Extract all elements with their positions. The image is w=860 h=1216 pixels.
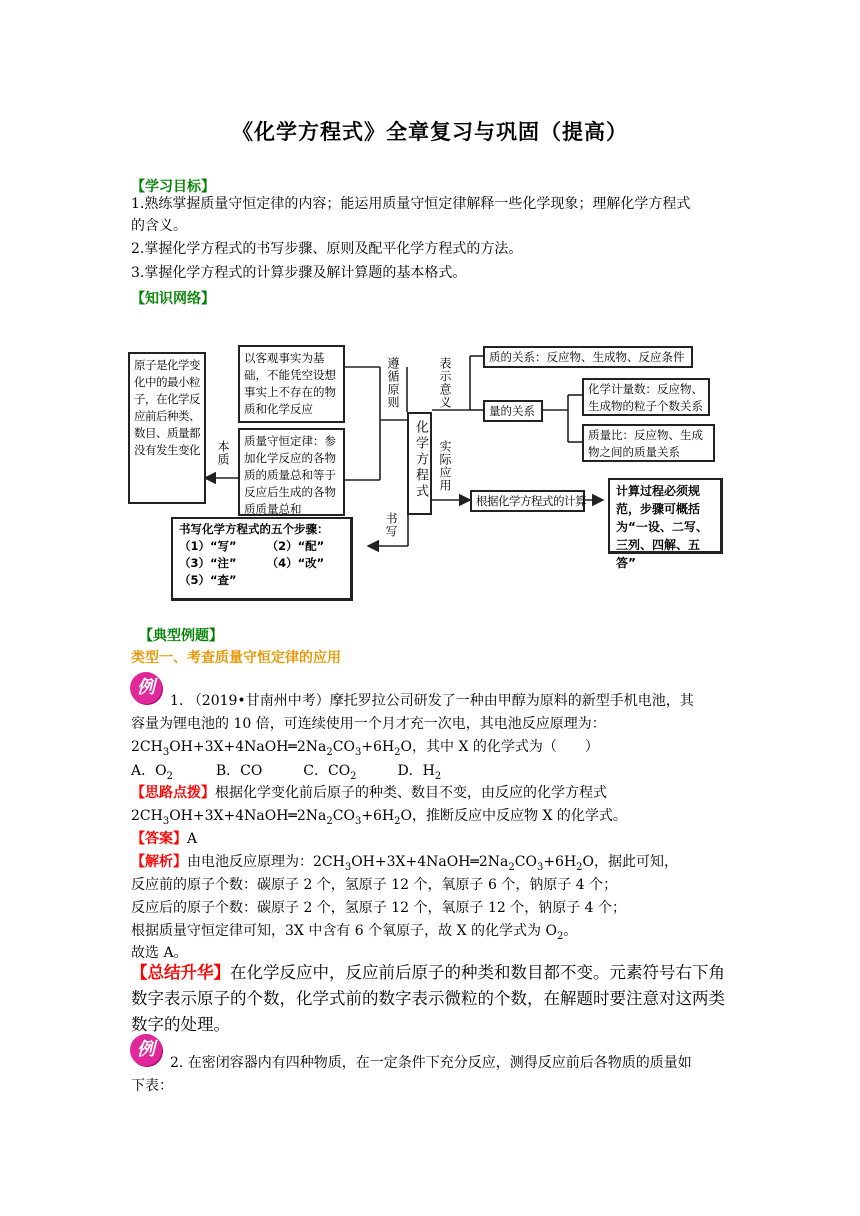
law-box-text: 质量守恒定律：参加化学反应的各物质的质量总和等于反应后生成的各物质质量总和 <box>244 434 336 516</box>
law-box <box>238 428 345 516</box>
calc-note-text: 计算过程必须规范，步骤可概括为“一设、二写、三列、四解、五答” <box>616 484 708 570</box>
calc-box <box>470 490 585 512</box>
analysis-tag: 【解析】 <box>131 854 187 870</box>
atom-box-text: 原子是化学变化中的最小粒子，在化学反应前后种类、数目、质量都没有发生变化 <box>134 358 200 457</box>
quantity-text: 量的关系 <box>489 404 535 418</box>
basis-box-text: 以客观事实为基础，不能凭空设想事实上不存在的物质和化学反应 <box>244 351 336 416</box>
count-box <box>582 378 710 416</box>
q1-options <box>131 760 731 782</box>
goal-1a: 1.熟练掌握质量守恒定律的内容；能运用质量守恒定律解释一些化学现象；理解化学方程式 <box>131 196 691 212</box>
option-a: A．$O_2$ <box>131 763 173 782</box>
q1-after: 反应后的原子个数：碳原子 2 个，氢原子 12 个，氧原子 12 个，钠原子 4 个； <box>131 900 627 916</box>
center-label: 化学方程式 <box>413 420 428 500</box>
q1-text-b: 容量为锂电池的 10 倍，可连续使用一个月才充一次电，其电池反应原理为： <box>131 716 606 732</box>
type-1-heading: 类型一、考查质量守恒定律的应用 <box>131 650 341 666</box>
steps-row-1 <box>179 538 344 555</box>
steps-row-2 <box>179 555 344 572</box>
calc-note-box <box>608 478 723 570</box>
step-4: （4）“改” <box>266 556 325 570</box>
steps-title: 书写化学方程式的五个步骤： <box>179 522 329 536</box>
label-meaning: 表示意义 <box>438 357 452 409</box>
calc-text: 根据化学方程式的计算 <box>476 494 586 508</box>
hint-text: 根据化学变化前后原子的种类、数目不变，由反应的化学方程式 <box>215 785 607 801</box>
summary-text: 在化学反应中，反应前后原子的种类和数目都不变。元素符号右下角数字表示原子的个数，化学式前的数字表示微粒的个数，在解题时要注意对这两类数字的处理。 <box>131 963 725 1034</box>
goal-2: 2.掌握化学方程式的书写步骤、原则及配平化学方程式的方法。 <box>131 241 523 257</box>
label-essence: 本质 <box>216 440 230 466</box>
section-examples: 【典型例题】 <box>139 628 223 644</box>
summary-tag: 【总结升华】 <box>131 963 230 982</box>
step-1: （1）“写” <box>179 539 237 553</box>
q1-summary <box>131 960 735 1038</box>
atom-box <box>128 352 206 504</box>
page-title: 《化学方程式》全章复习与巩固（提高） <box>232 120 628 144</box>
label-follow: 遵循原则 <box>386 357 400 409</box>
label-apply: 实际应用 <box>438 440 452 492</box>
example-badge-2: 例 <box>130 1034 162 1066</box>
hint-tail: ，推断反应中反应物 X 的化学式。 <box>412 808 627 824</box>
goal-1b: 的含义。 <box>131 218 187 234</box>
step-5: （5）“查” <box>179 573 237 587</box>
answer-tag: 【答案】 <box>131 831 187 847</box>
step-2: （2）“配” <box>266 539 325 553</box>
q1-answer <box>131 828 731 850</box>
steps-box <box>171 517 353 601</box>
section-goals: 【学习目标】 <box>131 179 215 195</box>
basis-box <box>238 345 345 423</box>
q1-hint-eq: $2CH_3OH+3X+4NaOH═2Na_2CO_3+6H_2O$，推断反应中反应物 X 的化学式。 <box>131 808 627 827</box>
option-b: B．CO <box>215 763 263 779</box>
q1-text-a: 1. （2019•甘南州中考）摩托罗拉公司研发了一种由甲醇为原料的新型手机电池，其 <box>170 693 694 709</box>
mass-box <box>582 424 715 462</box>
quantity-box <box>483 400 543 422</box>
q1-eq-tail: ，其中 X 的化学式为（ ） <box>412 739 599 755</box>
example-badge-1: 例 <box>130 672 162 704</box>
step-3: （3）“注” <box>179 556 237 570</box>
q1-choose: 故选 A。 <box>131 945 188 961</box>
quality-text: 质的关系：反应物、生成物、反应条件 <box>489 350 685 364</box>
hint-tag: 【思路点拨】 <box>131 785 215 801</box>
section-network: 【知识网络】 <box>131 291 215 307</box>
center-box <box>407 412 432 515</box>
mass-text: 质量比：反应物、生成物之间的质量关系 <box>588 428 703 459</box>
answer-value: A <box>187 831 198 847</box>
q1-conclude: 根据质量守恒定律可知，3X 中含有 6 个氧原子，故 X 的化学式为 $O_2$。 <box>131 923 578 942</box>
option-c: C．$CO_2$ <box>303 763 357 782</box>
analysis-tail: ，据此可知， <box>594 854 679 870</box>
q2-text-b: 下表： <box>131 1078 173 1094</box>
q2-text-a: 2. 在密闭容器内有四种物质，在一定条件下充分反应，测得反应前后各物质的质量如 <box>170 1055 692 1071</box>
q1-analysis: 【解析】由电池反应原理为：$2CH_3OH+3X+4NaOH═2Na_2CO_3+6H_2O$，据此可知， <box>131 854 679 873</box>
goal-3: 3.掌握化学方程式的计算步骤及解计算题的基本格式。 <box>131 265 467 281</box>
q1-equation-line: $2CH_3OH+3X+4NaOH═2Na_2CO_3+6H_2O$，其中 X 的化学式为（ ） <box>131 739 599 758</box>
label-write: 书写 <box>384 512 398 538</box>
count-text: 化学计量数：反应物、生成物的粒子个数关系 <box>588 382 703 413</box>
option-d: D．$H_2$ <box>397 763 442 782</box>
quality-box <box>483 346 693 368</box>
q1-hint <box>131 782 731 804</box>
analysis-text: 由电池反应原理为： <box>187 854 313 870</box>
q1-before: 反应前的原子个数：碳原子 2 个，氢原子 12 个，氧原子 6 个，钠原子 4 个； <box>131 877 618 893</box>
